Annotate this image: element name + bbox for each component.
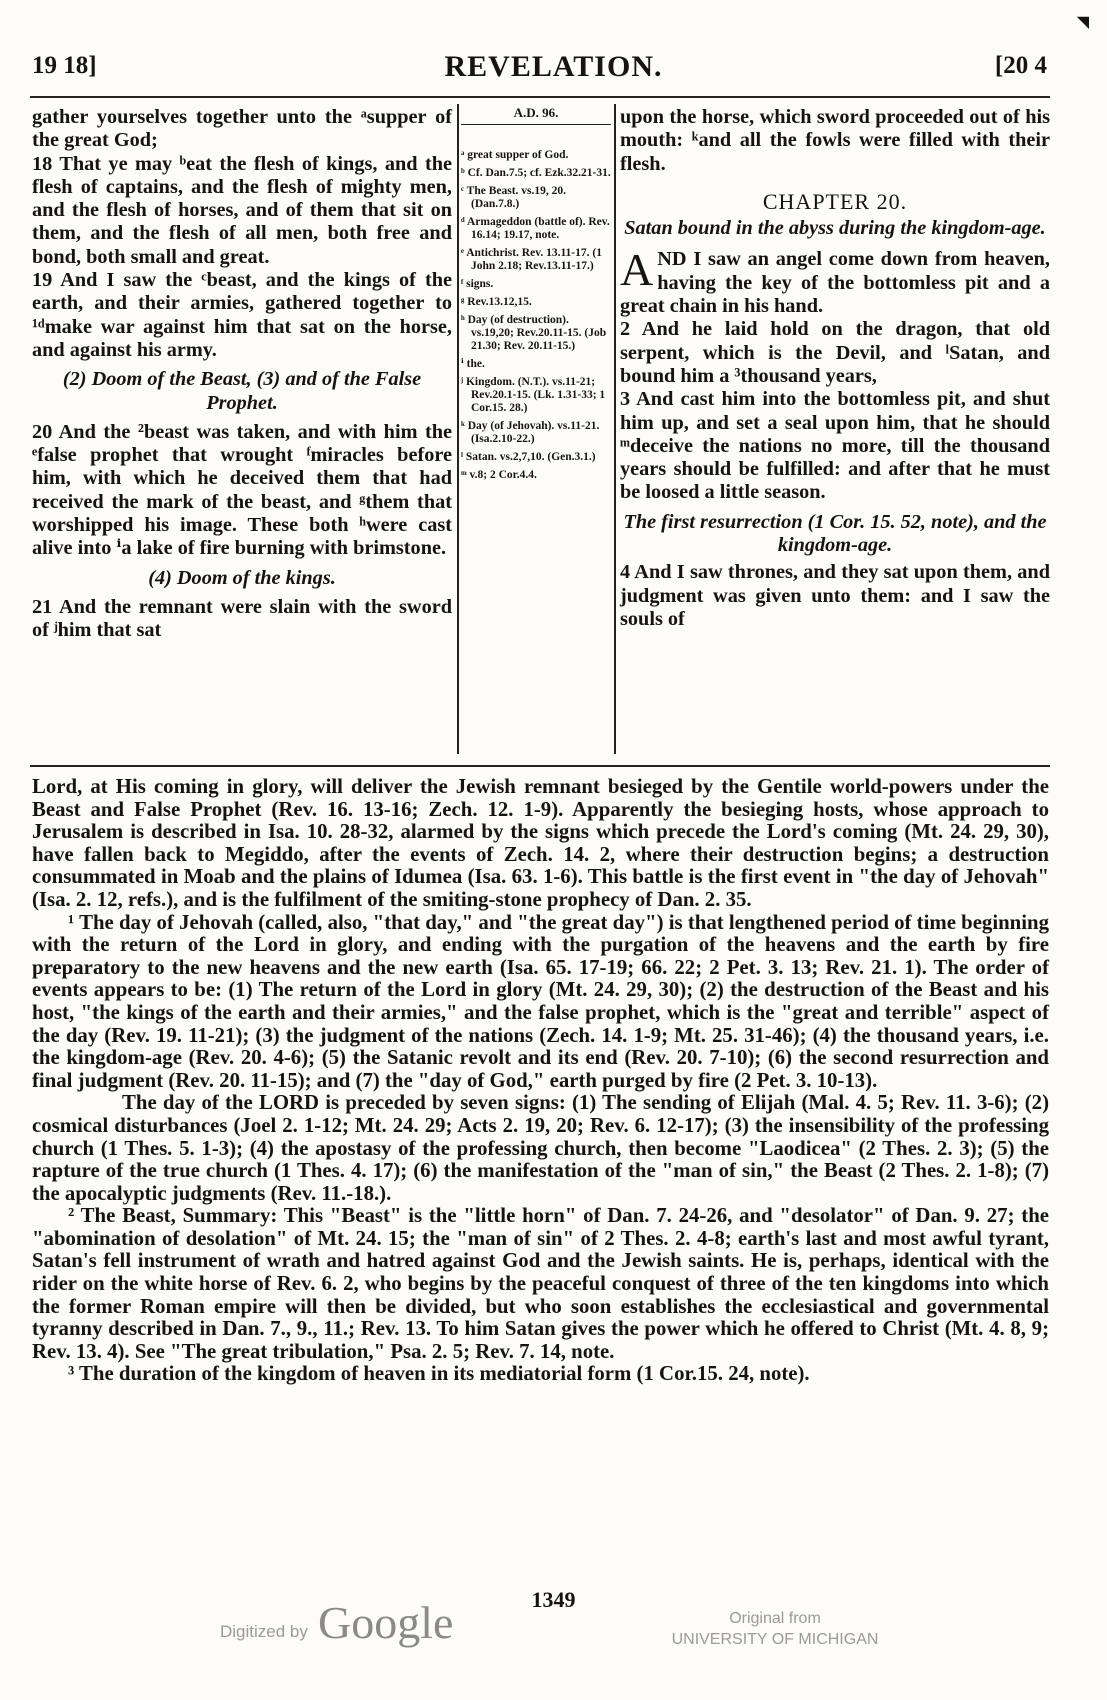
original-from-label [660, 1608, 890, 1650]
margin-ref: ˡ Satan. vs.2,7,10. (Gen.3.1.) [461, 451, 596, 463]
margin-ref: ᵈ Armageddon (battle of). Rev. 16.14; 19.17, note. [461, 216, 610, 241]
margin-ref: ᵇ Cf. Dan.7.5; cf. Ezk.32.21-31. [461, 167, 611, 179]
original-from-text: Original from [729, 1610, 821, 1627]
verse-3: 3 And cast him into the bottomless pit, and shut him up, and set a seal upon him, that he should ᵐdeceive the nations no more, till the thousand years should be fulfilled: and after that he must be loosed a little season. [620, 388, 1050, 504]
marginal-references [461, 106, 611, 487]
section-heading-first-resurrection: The first resurrection (1 Cor. 15. 52, note), and the kingdom-age. [623, 510, 1047, 557]
margin-ref: ᵃ great supper of God. [461, 149, 569, 161]
note-1-seven-signs: The day of the LORD is preceded by seven signs: (1) The sending of Elijah (Mal. 4. 5; Rev. 11. 3-6); (2) cosmical disturbances (Joel 2. 1-12; Mt. 24. 29; Acts 2. 19, 20; Rev. 6. 12-17); (3) the insensibility of the professing church (1 Thes. 5. 1-3); (4) the apostasy of the professing church, then become "Laodicea" (2 Thes. 2. 3); (5) the rapture of the true church (1 Thes. 4. 17); (6) the manifestation of the "man of sin," the Beast (2 Thes. 2. 1-8); (7) the apocalyptic judgments (Rev. 11.-18.). [32, 1091, 1049, 1205]
verse-21: 21 And the remnant were slain with the sword of ʲhim that sat [32, 595, 452, 642]
margin-ref: ʲ Kingdom. (N.T.). vs.11-21; Rev.20.1-15. (Lk. 1.31-33; 1 Cor.15. 28.) [461, 376, 606, 414]
column-rule-left [457, 104, 459, 754]
verse-2: 2 And he laid hold on the dragon, that old serpent, which is the Devil, and ˡSatan, and bound him a ³thousand years, [620, 318, 1050, 387]
page-number: 1349 [531, 1587, 576, 1612]
verse-4: 4 And I saw thrones, and they sat upon them, and judgment was given unto them: and I saw the souls of [620, 561, 1050, 630]
verse-1: AND I saw an angel come down from heaven, having the key of the bottomless pit and a great chain in his hand. [620, 244, 1050, 318]
verse-19: 19 And I saw the ᶜbeast, and the kings of the earth, and their armies, gathered together to ¹ᵈmake war against him that sat on the horse, and against his army. [32, 269, 452, 361]
right-text-column [620, 106, 1050, 631]
verse-21-end: upon the horse, which sword proceeded out of his mouth: ᵏand all the fowls were filled with their flesh. [620, 106, 1050, 175]
verse-20: 20 And the ²beast was taken, and with him the ᵉfalse prophet that wrought ᶠmiracles before him, with which he deceived them that had received the mark of the beast, and ᵍthem that worshipped his image. These both ʰwere cast alive into ⁱa lake of fire burning with brimstone. [32, 420, 452, 560]
chapter-heading: CHAPTER 20. [762, 188, 908, 214]
notes-rule [30, 765, 1050, 767]
margin-ref: ᵏ Day (of Jehovah). vs.11-21. (Isa.2.10-22.) [461, 420, 600, 445]
footnotes [32, 776, 1049, 1386]
column-rule-right [614, 104, 616, 754]
section-heading-doom-of-beast: (2) Doom of the Beast, (3) and of the False Prophet. [62, 368, 422, 414]
note-1-day-of-jehovah: ¹ The day of Jehovah (called, also, "that day," and "the great day") is that lengthened period of time beginning with the return of the Lord in glory, and ending with the purgation of the heavens and the earth by fire preparatory to the new heavens and the new earth (Isa. 65. 17-19; 66. 22; 2 Pet. 3. 13; Rev. 21. 1). The order of events appears to be: (1) The return of the Lord in glory (Mt. 24. 29, 30); (2) the destruction of the Beast and his host, "the kings of the earth and their armies," and the false prophet, which is the "great and terrible" aspect of the day (Rev. 19. 11-21); (3) the judgment of the nations (Zech. 14. 1-9; Mt. 25. 31-46); (4) the thousand years, i.e. the kingdom-age (Rev. 20. 4-6); (5) the Satanic revolt and its end (Rev. 20. 7-10); (6) the second resurrection and final judgment (Rev. 20. 11-15); and (7) the "day of God," earth purged by fire (2 Pet. 3. 10-13). [32, 910, 1049, 1092]
header-chapter-verse-start: 19 18] [32, 52, 97, 79]
corner-mark: ◥ [1076, 14, 1089, 31]
header-chapter-verse-end: [20 4 [994, 52, 1047, 79]
margin-ref: ᶜ The Beast. vs.19, 20. (Dan.7.8.) [461, 185, 566, 210]
margin-ref: ᵐ v.8; 2 Cor.4.4. [461, 469, 537, 481]
margin-ref: ᶠ signs. [461, 278, 494, 290]
google-logo: Google [318, 1597, 454, 1648]
section-heading-satan-bound: Satan bound in the abyss during the kingdom-age. [624, 217, 1046, 240]
verse-18: 18 That ye may ᵇeat the flesh of kings, and the flesh of captains, and the flesh of mighty men, and the flesh of horses, and of them that sit on them, and the flesh of all men, both free and bond, both small and great. [32, 152, 452, 268]
note-continuation: Lord, at His coming in glory, will deliver the Jewish remnant besieged by the Gentile world-powers under the Beast and False Prophet (Rev. 16. 13-16; Zech. 12. 1-9). Apparently the besieging hosts, whose approach to Jerusalem is described in Isa. 10. 28-32, alarmed by the signs which precede the Lord's coming (Mt. 24. 29, 30), have fallen back to Megiddo, after the events of Zech. 14. 2, where their destruction begins; a destruction consummated in Moab and the plains of Idumea (Isa. 63. 1-6). This battle is the first event in "the day of Jehovah" (Isa. 2. 12, refs.), and is the fulfilment of the smiting-stone prophecy of Dan. 2. 35. [32, 775, 1049, 911]
section-heading-doom-of-kings: (4) Doom of the kings. [148, 566, 336, 589]
note-2-the-beast: ² The Beast, Summary: This "Beast" is the "little horn" of Dan. 7. 24-26, and "desolator" of Dan. 9. 27; the "abomination of desolation" of Mt. 24. 15; the "man of sin" of 2 Thes. 2. 4-8; earth's last and most awful tyrant, Satan's fell instrument of wrath and hatred against God and the Jewish saints. He is, perhaps, identical with the rider on the white horse of Rev. 6. 2, who begins by the peaceful conquest of three of the ten kingdoms into which the former Roman empire will then be divided, but who soon establishes the ecclesiastical and governmental tyranny described in Dan. 7., 9., 11.; Rev. 13. To him Satan gives the power which he offered to Christ (Mt. 4. 8, 9; Rev. 13. 4). See "The great tribulation," Psa. 2. 5; Rev. 7. 14, note. [32, 1204, 1049, 1363]
margin-ref: ᵍ Rev.13.12,15. [461, 296, 532, 308]
page-title: REVELATION. [444, 50, 663, 83]
university-name: UNIVERSITY OF MICHIGAN [671, 1631, 879, 1648]
header-rule [30, 96, 1050, 98]
digitized-by-label: Digitized by [220, 1622, 308, 1641]
verse-17-end: gather yourselves together unto the ᵃsupper of the great God; [32, 106, 452, 152]
margin-ref: ᵉ Antichrist. Rev. 13.11-17. (1 John 2.18; Rev.13.11-17.) [461, 247, 602, 272]
left-text-column [32, 106, 452, 643]
margin-ref: ʰ Day (of destruction). vs.19,20; Rev.20.11-15. (Job 21.30; Rev. 20.11-15.) [461, 314, 607, 352]
date-label: A.D. 96. [461, 106, 611, 125]
note-3-kingdom-duration: ³ The duration of the kingdom of heaven in its mediatorial form (1 Cor.15. 24, note). [68, 1362, 810, 1386]
margin-ref: ⁱ the. [461, 358, 485, 370]
